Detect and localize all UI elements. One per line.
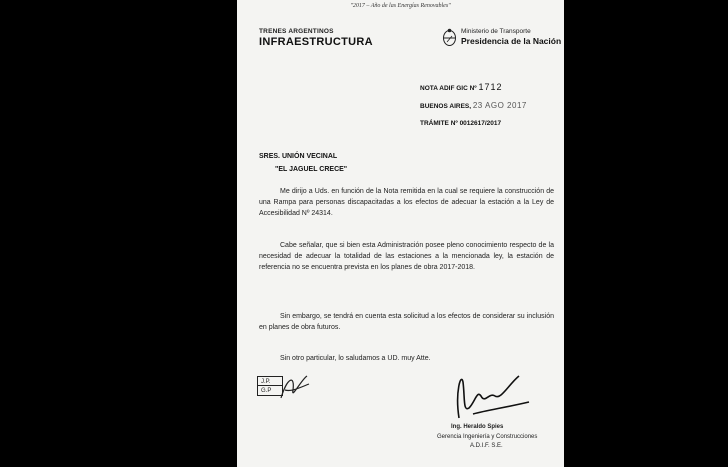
signer-title: Gerencia Ingeniería y Construcciones — [437, 434, 538, 440]
signer-name: Ing. Heraldo Spies — [451, 424, 504, 430]
initials-box-1: J.P. — [257, 376, 283, 386]
signer-entity: A.D.I.F. S.E. — [470, 443, 503, 449]
ministry-title: Presidencia de la Nación — [461, 36, 562, 46]
argentina-coat-of-arms-icon — [442, 28, 457, 47]
org-title: INFRAESTRUCTURA — [259, 36, 373, 48]
body-paragraph-2: Cabe señalar, que si bien esta Administración posee pleno conocimiento respecto de la necesidad de adecuar la totalidad de las estaciones a la mencionada ley, la estación de referencia no se encuentra prevista en los planes de obra 2017-2018. — [259, 242, 554, 272]
body-paragraph-1: Me dirijo a Uds. en función de la Nota remitida en la cual se requiere la construcción de una Rampa para personas discapacitadas a los efectos de adecuar la estación a la Ley de Accesibilidad Nº 24314. — [259, 188, 554, 218]
recipient-line-1: SRES. UNIÓN VECINAL — [259, 153, 338, 160]
nota-number: 1712 — [478, 82, 503, 92]
initials-box-2: G.P — [257, 386, 283, 396]
year-motto: "2017 – Año de las Energías Renovables" — [350, 3, 451, 9]
recipient-line-2: "EL JAGUEL CRECE" — [275, 166, 348, 173]
date-stamp: 23 AGO 2017 — [472, 101, 527, 110]
nota-reference — [420, 82, 503, 92]
date-line — [420, 101, 527, 110]
ministry-logo — [442, 28, 561, 47]
ministry-subtitle: Ministerio de Transporte — [461, 28, 531, 35]
nota-label: NOTA ADIF GIC Nº — [420, 85, 477, 92]
tramite-number: TRÁMITE Nº 0012617/2017 — [420, 120, 502, 127]
handwritten-signature-icon — [433, 362, 533, 424]
org-subtitle: TRENES ARGENTINOS — [259, 28, 334, 35]
letter-page — [237, 0, 564, 467]
body-paragraph-3: Sin embargo, se tendrá en cuenta esta solicitud a los efectos de considerar su inclusión en planes de obra futuros. — [259, 313, 554, 332]
city-label: BUENOS AIRES, — [420, 103, 472, 110]
org-logo — [259, 28, 373, 48]
initials-signature-icon — [277, 370, 313, 404]
body-paragraph-4: Sin otro particular, lo saludamos a UD. muy Atte. — [280, 355, 431, 362]
